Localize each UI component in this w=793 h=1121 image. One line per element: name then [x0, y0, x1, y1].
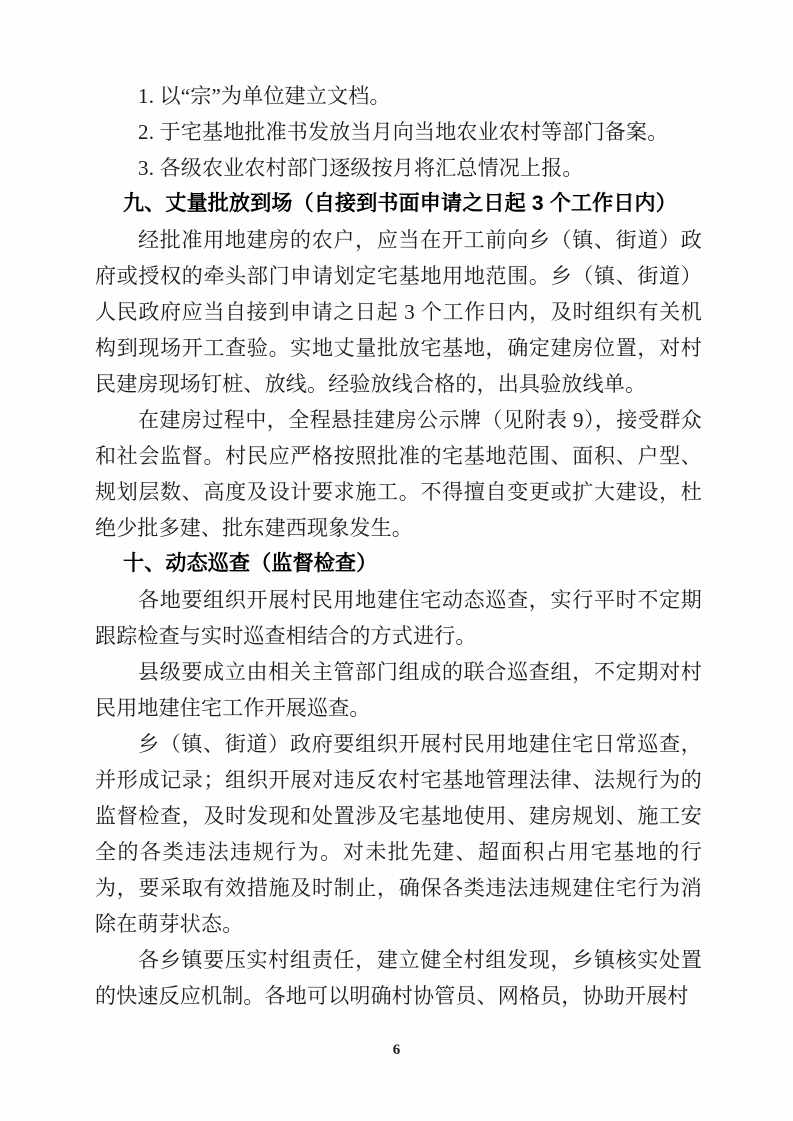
paragraph-dynamic-patrol: 各地要组织开展村民用地建住宅动态巡查，实行平时不定期跟踪检查与实时巡查相结合的方式进行。	[95, 588, 702, 648]
numbered-item-3: 3. 各级农业农村部门逐级按月将汇总情况上报。	[138, 156, 584, 180]
document-body	[95, 78, 702, 1014]
paragraph-construction-notice-board: 在建房过程中，全程悬挂建房公示牌（见附表 9），接受群众和社会监督。村民应严格按照批准的宅基地范围、面积、户型、规划层数、高度及设计要求施工。不得擅自变更或扩大建设，杜绝少批多建、批东建西现象发生。	[95, 408, 702, 540]
section-heading-ten: 十、动态巡查（监督检查）	[123, 552, 378, 575]
section-heading-nine: 九、丈量批放到场（自接到书面申请之日起 3 个工作日内）	[123, 192, 677, 215]
paragraph-approval-site-inspection: 经批准用地建房的农户，应当在开工前向乡（镇、街道）政府或授权的牵头部门申请划定宅基地用地范围。乡（镇、街道）人民政府应当自接到申请之日起 3 个工作日内，及时组织有关机构到现场开工查验。实地丈量批放宅基地，确定建房位置，对村民建房现场钉桩、放线。经验放线合格的，出具验放线单。	[95, 228, 702, 396]
paragraph-township-daily-patrol: 乡（镇、街道）政府要组织开展村民用地建住宅日常巡查，并形成记录；组织开展对违反农村宅基地管理法律、法规行为的监督检查，及时发现和处置涉及宅基地使用、建房规划、施工安全的各类违法违规行为。对未批先建、超面积占用宅基地的行为，要采取有效措施及时制止，确保各类违法违规建住宅行为消除在萌芽状态。	[95, 732, 702, 936]
numbered-item-1: 1. 以“宗”为单位建立文档。	[138, 84, 391, 108]
numbered-item-2: 2. 于宅基地批准书发放当月向当地农业农村等部门备案。	[138, 120, 669, 144]
paragraph-village-responsibility: 各乡镇要压实村组责任，建立健全村组发现，乡镇核实处置的快速反应机制。各地可以明确村协管员、网格员，协助开展村	[95, 948, 702, 1008]
paragraph-county-joint-patrol: 县级要成立由相关主管部门组成的联合巡查组，不定期对村民用地建住宅工作开展巡查。	[95, 660, 702, 720]
page-number: 6	[392, 1042, 401, 1058]
